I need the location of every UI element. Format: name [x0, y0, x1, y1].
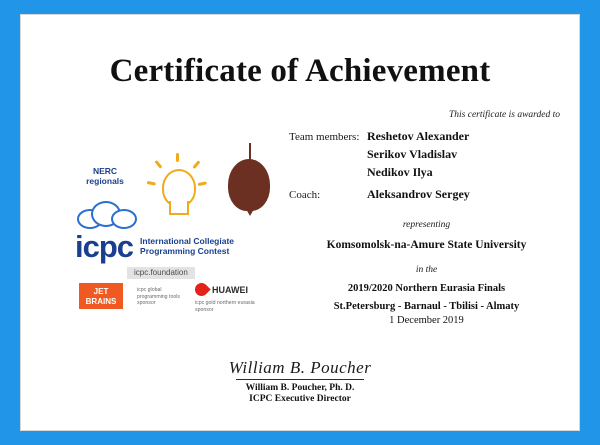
signature-script: William B. Poucher [228, 358, 372, 377]
huawei-logo [195, 283, 257, 296]
nerc-line-2: regionals [86, 175, 124, 186]
signature-role: ICPC Executive Director [249, 394, 351, 404]
event-date: 1 December 2019 [389, 315, 464, 326]
sponsor-jetbrains [79, 283, 125, 309]
signature-rule [236, 379, 364, 380]
team-member-3: Nedikov Ilya [367, 165, 433, 179]
jetbrains-line-1: JET [93, 287, 109, 297]
lightbulb-icon [149, 151, 205, 227]
sponsor-row [79, 283, 269, 313]
recipients-block [289, 129, 564, 202]
icpc-foundation-label: icpc.foundation [127, 267, 195, 279]
icpc-subtitle [140, 237, 234, 257]
icpc-wordmark [71, 231, 271, 262]
icpc-subtitle-line-1: International Collegiate [140, 235, 235, 246]
team-members-row [289, 129, 564, 144]
cloud-icon [77, 199, 137, 227]
balloon-icon [216, 143, 280, 229]
sponsor-huawei [195, 283, 257, 313]
signature-block [21, 358, 579, 404]
icpc-logo-block [71, 143, 271, 280]
signature-name: William B. Poucher, Ph. D. [245, 383, 355, 393]
jetbrains-sponsor-note-col [137, 283, 191, 307]
awarded-to-label: This certificate is awarded to [448, 110, 560, 120]
representing-label: representing [402, 220, 451, 230]
icpc-subtitle-line-2: Programming Contest [140, 245, 230, 256]
coach-row [289, 187, 564, 202]
event-places: St.Petersburg - Barnaul - Tbilisi - Almaty [333, 301, 520, 312]
coach-name: Aleksandrov Sergey [367, 187, 470, 201]
huawei-fan-icon [192, 280, 210, 298]
team-member-2: Serikov Vladislav [367, 147, 458, 161]
page-title: Certificate of Achievement [109, 53, 491, 89]
jetbrains-line-2: BRAINS [85, 296, 117, 306]
certificate-details [289, 110, 564, 326]
team-member-1: Reshetov Alexander [367, 129, 470, 143]
organization-name: Komsomolsk-na-Amure State University [326, 239, 527, 251]
jetbrains-logo [79, 283, 123, 309]
huawei-sponsor-note: icpc gold northern eurasia sponsor [195, 300, 255, 313]
jetbrains-sponsor-note: icpc global programming tools sponsor [137, 287, 180, 306]
certificate-card [20, 14, 580, 431]
icpc-word: icpc [75, 229, 134, 264]
nerc-line-1: NERC [92, 166, 118, 176]
coach-label: Coach: [289, 189, 321, 201]
team-members-label: Team members: [289, 131, 360, 143]
in-the-label: in the [415, 265, 438, 275]
logo-badges [71, 143, 271, 235]
event-name: 2019/2020 Northern Eurasia Finals [347, 283, 506, 294]
nerc-regionals-label [83, 167, 127, 187]
huawei-name: HUAWEI [212, 284, 248, 295]
